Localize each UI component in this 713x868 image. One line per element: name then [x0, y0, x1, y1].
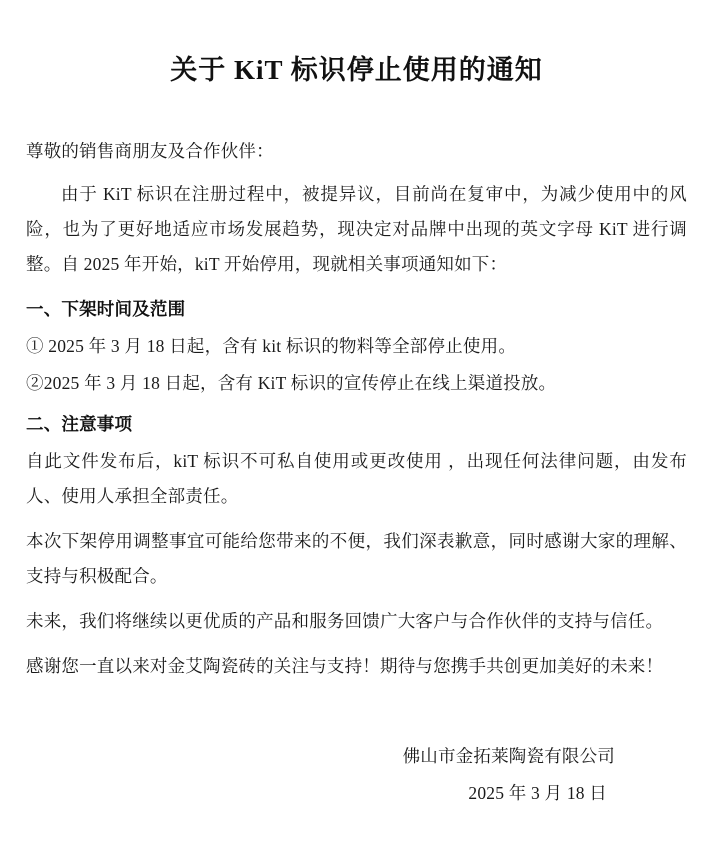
signature-date: 2025 年 3 月 18 日	[468, 782, 607, 803]
document-title: 关于 KiT 标识停止使用的通知	[170, 55, 543, 85]
notice-paragraph: 本次下架停用调整事宜可能给您带来的不便，我们深表歉意，同时感谢大家的理解、支持与积极配合。	[26, 530, 687, 586]
notice-paragraph: 感谢您一直以来对金艾陶瓷砖的关注与支持！期待与您携手共创更加美好的未来！	[26, 655, 664, 676]
notice-paragraph: 自此文件发布后，kiT 标识不可私自使用或更改使用 ，出现任何法律问题，由发布人、使用人承担全部责任。	[26, 450, 687, 506]
list-item: ②2025 年 3 月 18 日起，含有 KiT 标识的宣传停止在线上渠道投放。	[26, 372, 557, 393]
section-two-heading: 二、注意事项	[26, 413, 133, 434]
signature-block	[26, 738, 687, 812]
document-body	[26, 134, 687, 684]
list-item: ① 2025 年 3 月 18 日起，含有 kit 标识的物料等全部停止使用。	[26, 335, 517, 356]
section-one-heading: 一、下架时间及范围	[26, 298, 186, 319]
notice-paragraph: 未来，我们将继续以更优质的产品和服务回馈广大客户与合作伙伴的支持与信任。	[26, 610, 664, 631]
signature-company: 佛山市金拓莱陶瓷有限公司	[402, 745, 615, 766]
salutation: 尊敬的销售商朋友及合作伙伴：	[26, 140, 274, 161]
intro-paragraph: 由于 KiT 标识在注册过程中，被提异议，目前尚在复审中，为减少使用中的风险，也为了更好地适应市场发展趋势，现决定对品牌中出现的英文字母 KiT 进行调整。自 2025 年开始，kiT 开始停用，现就相关事项通知如下：	[26, 183, 687, 274]
